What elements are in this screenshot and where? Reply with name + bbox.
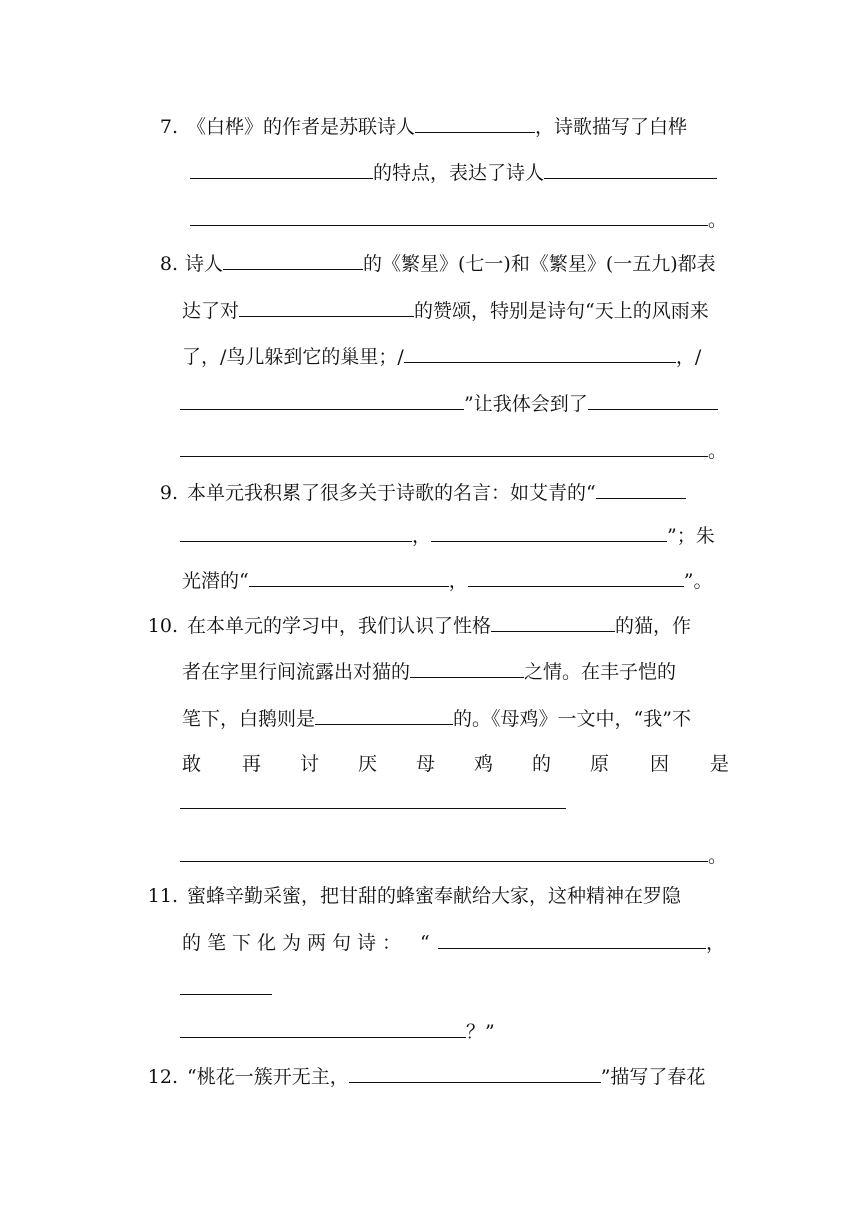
question-text: 的。《母鸡》一文中，“我”不 <box>453 708 691 730</box>
question-text: ，诗歌描写了白桦 <box>535 116 688 138</box>
answer-blank[interactable] <box>482 930 706 949</box>
question-text: 蜜蜂辛勤采蜜，把甘甜的蜂蜜奉献给大家，这种精神在罗隐 <box>187 885 682 907</box>
question-text: 的《繁星》(七一)和《繁星》(一五九)都表 <box>363 253 716 275</box>
line-content <box>182 566 712 596</box>
q9-line <box>0 566 860 596</box>
answer-blank[interactable] <box>315 706 453 725</box>
q8-line <box>0 342 860 372</box>
answer-blank[interactable] <box>180 790 566 809</box>
question-text: 。 <box>708 209 728 231</box>
q11-line <box>0 881 860 911</box>
line-content <box>180 841 727 871</box>
question-text: ，/ <box>675 346 702 368</box>
answer-blank[interactable] <box>468 568 654 587</box>
question-text: 。 <box>708 440 728 462</box>
answer-blank[interactable] <box>544 160 717 179</box>
question-text: ： <box>382 932 402 954</box>
question-number: 12. <box>147 1066 178 1088</box>
q10-line <box>0 704 860 734</box>
q8-line <box>0 389 860 419</box>
line-content <box>180 1017 495 1047</box>
answer-blank[interactable] <box>404 391 464 410</box>
question-text: 。 <box>708 845 728 867</box>
question-text: ”。 <box>683 570 713 592</box>
answer-blank[interactable] <box>624 480 686 499</box>
q7-line <box>0 205 860 235</box>
answer-blank[interactable] <box>190 160 373 179</box>
question-text: 句 <box>332 932 352 954</box>
question-text: 诗 <box>357 932 377 954</box>
answer-blank[interactable] <box>596 480 624 499</box>
question-text: “桃花一簇开无主， <box>187 1066 349 1088</box>
line-content <box>182 657 676 687</box>
q10-line <box>0 657 860 687</box>
answer-blank[interactable] <box>654 568 684 587</box>
answer-blank[interactable] <box>249 568 373 587</box>
answer-blank[interactable] <box>415 114 535 133</box>
question-text: ， <box>706 932 726 954</box>
question-text: 《白桦》的作者是苏联诗人 <box>187 116 416 138</box>
question-text: 的赞颂，特别是诗句“天上的风雨来 <box>414 300 709 322</box>
line-content <box>180 436 727 466</box>
line-content <box>180 521 715 551</box>
question-text: 两 <box>307 932 327 954</box>
question-text: ？” <box>466 1021 495 1043</box>
line-content <box>185 249 716 279</box>
line-content <box>187 478 686 508</box>
answer-blank[interactable] <box>438 930 482 949</box>
question-text: 者在字里行间流露出对猫的 <box>182 661 411 683</box>
question-text: 的 <box>532 753 552 775</box>
question-text: 笔 <box>207 932 227 954</box>
question-text: 化 <box>257 932 277 954</box>
question-text: 母 <box>416 753 436 775</box>
line-tail <box>438 928 725 958</box>
question-text: 之情。在丰子恺的 <box>524 661 677 683</box>
q10-line <box>0 841 860 871</box>
line-content <box>187 611 691 641</box>
answer-blank[interactable] <box>180 976 272 995</box>
q8-line <box>0 436 860 466</box>
question-text: 因 <box>650 753 670 775</box>
answer-blank[interactable] <box>491 613 615 632</box>
answer-blank[interactable] <box>180 843 708 862</box>
line-content <box>180 788 566 818</box>
question-text: 原 <box>590 753 610 775</box>
question-text: ”描写了春花 <box>600 1066 706 1088</box>
question-text: 了，/鸟儿躲到它的巢里；/ <box>182 346 404 368</box>
question-text: 讨 <box>300 753 320 775</box>
answer-blank[interactable] <box>223 251 363 270</box>
question-text: ， <box>412 525 432 547</box>
q8-line <box>0 249 860 279</box>
q11-line <box>0 974 860 1004</box>
answer-blank[interactable] <box>601 523 667 542</box>
question-text: 为 <box>282 932 302 954</box>
line-content <box>182 342 701 372</box>
q11-line <box>0 1017 860 1047</box>
line-content <box>180 389 718 419</box>
question-text: “ <box>420 932 430 954</box>
q8-line <box>0 296 860 326</box>
question-text: 的猫，作 <box>615 615 692 637</box>
line-content <box>187 112 687 142</box>
answer-blank[interactable] <box>180 438 708 457</box>
question-text: ”让我体会到了 <box>464 393 588 415</box>
line-content <box>187 1062 705 1092</box>
q10-line <box>0 611 860 641</box>
line-content <box>190 205 727 235</box>
q7-line <box>0 112 860 142</box>
question-text: 在本单元的学习中，我们认识了性格 <box>187 615 492 637</box>
question-text: 是 <box>710 753 730 775</box>
answer-blank[interactable] <box>349 1064 537 1083</box>
answer-blank[interactable] <box>588 391 718 410</box>
line-content <box>182 296 709 326</box>
answer-blank[interactable] <box>190 207 708 226</box>
question-number: 10. <box>147 615 178 637</box>
question-text: ”；朱 <box>667 525 715 547</box>
question-number: 11. <box>147 885 178 907</box>
question-text: 厌 <box>358 753 378 775</box>
answer-blank[interactable] <box>180 1019 466 1038</box>
answer-blank[interactable] <box>431 523 601 542</box>
question-text: 诗人 <box>185 253 224 275</box>
question-text: 下 <box>232 932 252 954</box>
line-content <box>190 158 717 188</box>
question-number: 9. <box>159 482 178 504</box>
question-text: 鸡 <box>474 753 494 775</box>
q11-line <box>0 928 860 958</box>
line-content <box>180 974 272 1004</box>
answer-blank[interactable] <box>180 523 412 542</box>
answer-blank[interactable] <box>373 568 449 587</box>
answer-blank[interactable] <box>239 298 414 317</box>
question-text: 敢 <box>182 753 202 775</box>
answer-blank[interactable] <box>410 659 524 678</box>
answer-blank[interactable] <box>180 391 404 410</box>
q10-line <box>0 749 860 779</box>
question-text: ， <box>448 570 468 592</box>
question-text: 的 <box>182 932 202 954</box>
question-text: 的特点，表达了诗人 <box>373 162 545 184</box>
question-number: 8. <box>159 253 178 275</box>
answer-blank[interactable] <box>404 344 676 363</box>
question-text: 再 <box>242 753 262 775</box>
question-number: 7. <box>159 116 178 138</box>
q9-line <box>0 521 860 551</box>
question-text: 本单元我积累了很多关于诗歌的名言：如艾青的“ <box>187 482 596 504</box>
q10-line <box>0 788 860 818</box>
question-text: 达了对 <box>182 300 240 322</box>
line-content <box>187 881 681 911</box>
question-text: 笔下，白鹅则是 <box>182 708 316 730</box>
answer-blank[interactable] <box>537 1064 601 1083</box>
q12-line <box>0 1062 860 1092</box>
q7-line <box>0 158 860 188</box>
question-text: 光潜的“ <box>182 570 249 592</box>
q9-line <box>0 478 860 508</box>
line-content <box>182 704 691 734</box>
